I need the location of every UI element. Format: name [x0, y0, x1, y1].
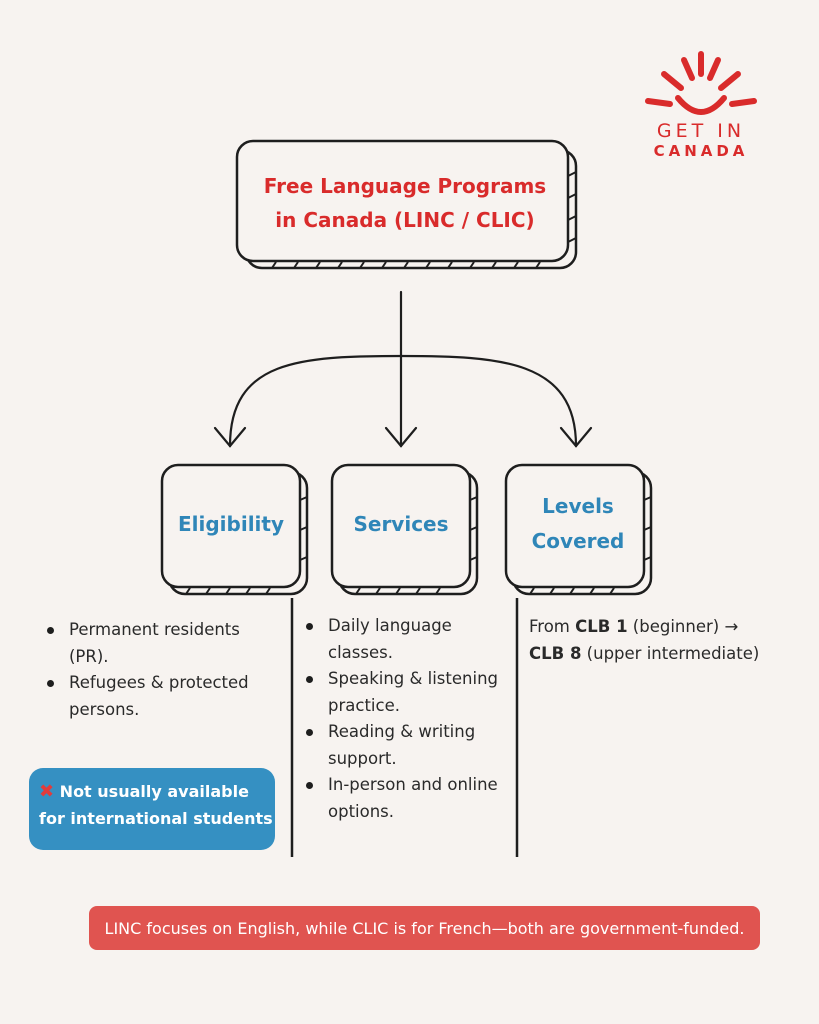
list-item: Daily language classes. — [303, 613, 508, 666]
list-item: Permanent residents (PR). — [44, 617, 259, 670]
levels-label-line1: Levels — [542, 494, 614, 518]
connector-arrows — [215, 292, 591, 446]
footer-banner-text: LINC focuses on English, while CLIC is for French—both are government-funded. — [104, 918, 745, 938]
levels-from: From — [529, 617, 576, 636]
logo-rays-icon — [648, 54, 754, 112]
levels-description — [529, 613, 819, 667]
levels-heading — [506, 465, 650, 583]
title-line1: Free Language Programs — [263, 174, 547, 198]
services-heading — [332, 465, 470, 583]
international-students-notice — [29, 768, 275, 850]
logo-line2: CANADA — [653, 142, 749, 160]
list-item: In-person and online options. — [303, 772, 508, 825]
notice-line2: for international students — [39, 809, 273, 828]
levels-start-desc: (beginner) → — [627, 617, 739, 636]
eligibility-heading — [162, 465, 300, 583]
cross-mark-icon: ✖ — [39, 781, 55, 802]
footer-banner — [89, 906, 760, 950]
list-item: Speaking & listening practice. — [303, 666, 508, 719]
services-label: Services — [353, 511, 449, 536]
title-line2: in Canada (LINC / CLIC) — [275, 208, 535, 232]
list-item: Reading & writing support. — [303, 719, 508, 772]
levels-label-line2: Covered — [531, 529, 625, 553]
page-title — [240, 145, 570, 261]
levels-end-desc: (upper intermediate) — [581, 644, 760, 663]
notice-line1: Not usually available — [59, 782, 249, 801]
levels-end: CLB 8 — [529, 644, 582, 663]
list-item: Refugees & protected persons. — [44, 670, 259, 723]
eligibility-list — [44, 617, 259, 723]
eligibility-label: Eligibility — [177, 511, 285, 536]
services-list — [303, 613, 508, 825]
logo-line1: GET IN — [656, 120, 746, 142]
levels-start: CLB 1 — [575, 617, 628, 636]
